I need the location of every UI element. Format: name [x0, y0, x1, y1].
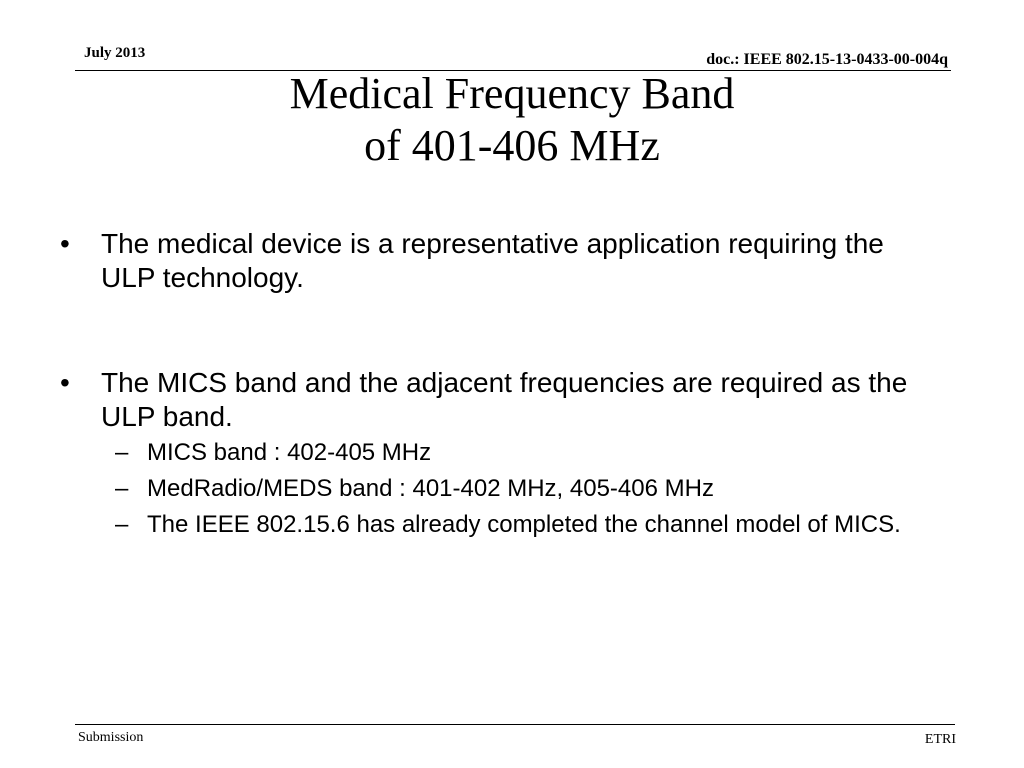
bullet-glyph: •	[60, 228, 70, 259]
dash-glyph: –	[115, 475, 129, 502]
sub-bullet-item	[60, 438, 940, 468]
footer-organization: ETRI	[924, 732, 956, 747]
slide-title-line-1: Medical Frequency Band	[289, 69, 735, 118]
bullet-item	[60, 227, 940, 295]
header-document-id: doc.: IEEE 802.15-13-0433-00-004q	[706, 51, 948, 68]
footer-divider	[75, 724, 955, 725]
sub-bullet-list	[60, 438, 940, 540]
slide-title-line-2: of 401-406 MHz	[364, 121, 660, 170]
sub-bullet-text: MICS band : 402-405 MHz	[147, 439, 432, 466]
slide-title	[150, 68, 874, 172]
sub-bullet-item	[60, 510, 940, 540]
dash-glyph: –	[115, 439, 129, 466]
slide-body	[60, 227, 940, 546]
bullet-text: The medical device is a representative application requiring the ULP technology.	[101, 228, 884, 293]
sub-bullet-text: The IEEE 802.15.6 has already completed the channel model of MICS.	[147, 511, 901, 538]
sub-bullet-text: MedRadio/MEDS band : 401-402 MHz, 405-406 MHz	[147, 475, 714, 502]
bullet-item	[60, 366, 940, 434]
sub-bullet-item	[60, 474, 940, 504]
footer-submission: Submission	[78, 730, 144, 745]
bullet-glyph: •	[60, 367, 70, 398]
header-date: July 2013	[84, 45, 146, 61]
bullet-text: The MICS band and the adjacent frequencies are required as the ULP band.	[101, 367, 908, 432]
dash-glyph: –	[115, 511, 129, 538]
